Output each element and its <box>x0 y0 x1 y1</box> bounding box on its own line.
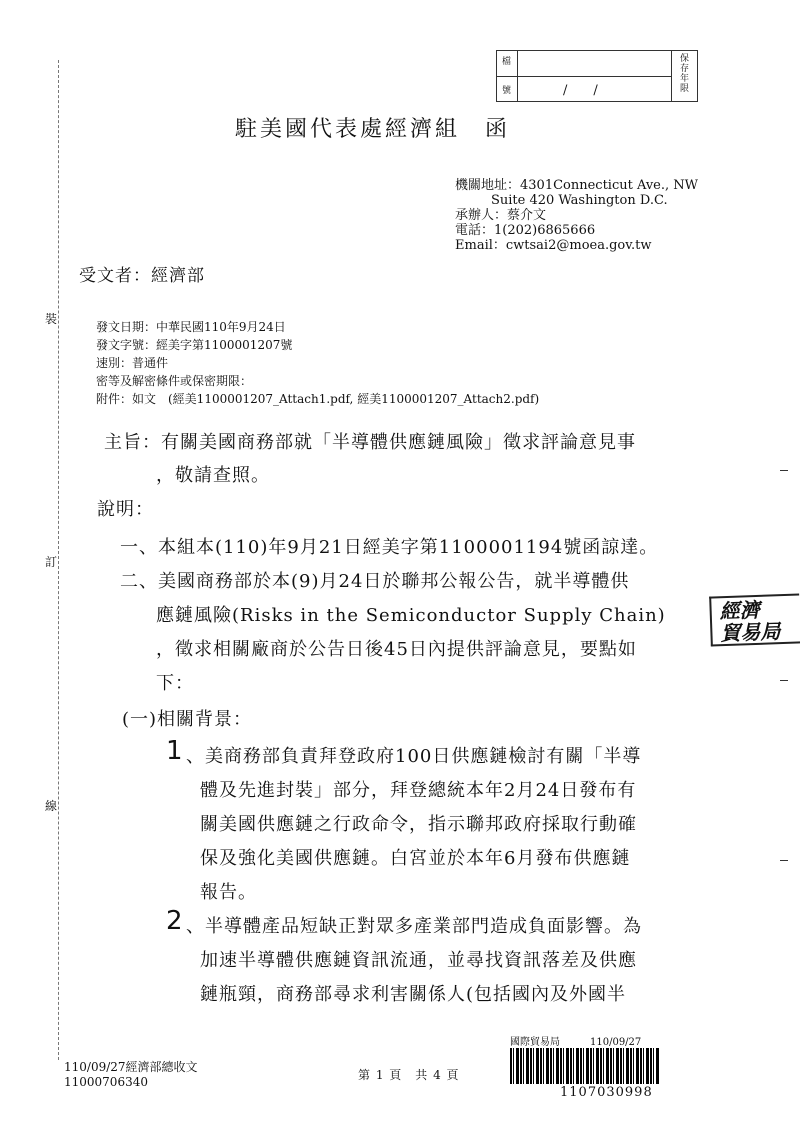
binding-mark-middle: 訂 <box>45 550 57 573</box>
recipient: 受文者：經濟部 <box>79 266 205 286</box>
item-2-line-3: ，徵求相關廠商於公告日後45日內提供評論意見，要點如 <box>156 639 637 660</box>
stamp-line-1: 經濟 <box>719 597 761 624</box>
received-number: 11000706340 <box>64 1075 148 1089</box>
archive-label-hao: 號 <box>502 86 512 96</box>
classification: 密等及解密條件或保密期限： <box>96 374 253 388</box>
archive-label-dang: 檔 <box>502 57 512 67</box>
point-1-line-3: 關美國供應鏈之行政命令，指示聯邦政府採取行動確 <box>200 814 637 835</box>
edge-mark <box>780 680 788 681</box>
item-2-line-1: 二、美國商務部於本(9)月24日於聯邦公報公告，就半導體供 <box>120 571 630 592</box>
edge-mark <box>780 470 788 471</box>
barcode-icon <box>510 1048 660 1084</box>
agency-address-line1: 機關地址：4301Connecticut Ave., NW <box>455 178 699 193</box>
page-number: 第 1 頁 共 4 頁 <box>358 1068 460 1082</box>
point-2-line-1: 、半導體產品短缺正對眾多產業部門造成負面影響。為 <box>186 916 642 937</box>
explanation-label: 說明： <box>97 499 154 520</box>
document-number: 發文字號：經美字第1100001207號 <box>96 338 293 352</box>
agency-phone: 電話：1(202)6865666 <box>455 223 596 238</box>
delivery-speed: 速別：普通件 <box>96 356 169 370</box>
attachments: 附件：如文 (經美1100001207_Attach1.pdf, 經美1100001207_Attach2.pdf) <box>96 392 540 406</box>
sub-heading-background: (一)相關背景： <box>122 709 253 730</box>
retention-label: 保存年限 <box>680 54 690 94</box>
point-2-line-3: 鏈瓶頸，商務部尋求利害關係人(包括國內及外國半 <box>200 984 627 1005</box>
point-1-line-4: 保及強化美國供應鏈。白宮並於本年6月發布供應鏈 <box>200 848 631 869</box>
issue-date: 發文日期：中華民國110年9月24日 <box>96 320 286 334</box>
agency-email: Email：cwtsai2@moea.gov.tw <box>455 238 652 253</box>
binding-dash-line <box>58 60 59 1060</box>
bureau-date-label: 國際貿易局 110/09/27 <box>510 1037 642 1048</box>
item-2-line-4: 下： <box>156 673 194 694</box>
bureau-stamp <box>709 593 800 646</box>
archive-slashes: / / <box>563 83 598 98</box>
binding-mark-bottom: 線 <box>45 794 57 817</box>
document-meta <box>96 318 539 408</box>
stamp-line-2: 貿易局 <box>720 619 781 646</box>
item-1: 一、本組本(110)年9月21日經美字第1100001194號函諒達。 <box>120 537 659 558</box>
agency-info <box>455 178 698 253</box>
agency-contact: 承辦人：蔡介文 <box>455 208 547 223</box>
point-1-number: 1 <box>166 736 184 766</box>
binding-mark-top: 裝 <box>45 307 57 330</box>
point-2-number: 2 <box>166 906 184 936</box>
received-stamp <box>64 1060 198 1090</box>
agency-address-line2: Suite 420 Washington D.C. <box>491 193 668 208</box>
page-title: 駐美國代表處經濟組 函 <box>235 117 511 142</box>
subject-line-2: ，敬請查照。 <box>156 465 270 486</box>
item-2-line-2: 應鏈風險(Risks in the Semiconductor Supply Chain) <box>156 605 666 626</box>
archive-number-box <box>496 50 698 102</box>
point-1-line-2: 體及先進封裝」部分，拜登總統本年2月24日發布有 <box>200 780 637 801</box>
subject-line-1: 主旨：有關美國商務部就「半導體供應鏈風險」徵求評論意見事 <box>104 432 636 453</box>
point-1-line-1: 、美商務部負責拜登政府100日供應鏈檢討有關「半導 <box>186 746 642 767</box>
edge-mark <box>780 860 788 861</box>
received-text: 110/09/27經濟部總收文 <box>64 1060 198 1074</box>
barcode-number: 1107030998 <box>560 1085 653 1100</box>
point-2-line-2: 加速半導體供應鏈資訊流通，並尋找資訊落差及供應 <box>200 950 637 971</box>
point-1-line-5: 報告。 <box>200 882 257 903</box>
